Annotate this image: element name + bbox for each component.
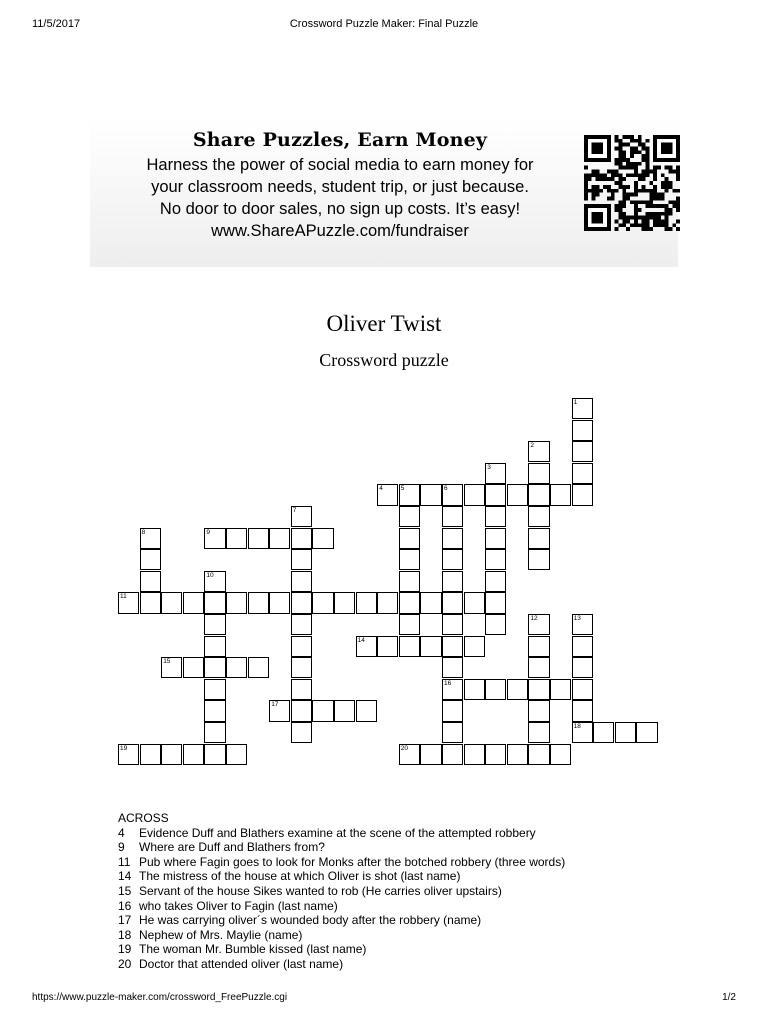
crossword-cell[interactable] <box>442 657 463 678</box>
fundraiser-ad-banner[interactable] <box>90 117 678 267</box>
crossword-cell[interactable] <box>442 636 463 657</box>
crossword-cell[interactable] <box>377 592 398 613</box>
crossword-cell[interactable] <box>528 506 549 527</box>
crossword-cell[interactable] <box>226 592 247 613</box>
clue-number-label: 19 <box>120 744 128 752</box>
crossword-cell[interactable] <box>485 528 506 549</box>
crossword-cell[interactable] <box>204 614 225 635</box>
crossword-cell[interactable] <box>183 657 204 678</box>
crossword-cell[interactable] <box>204 700 225 721</box>
crossword-cell[interactable] <box>269 592 290 613</box>
clue-number-label: 1 <box>573 399 578 406</box>
crossword-cell[interactable] <box>399 744 420 765</box>
crossword-cell[interactable] <box>204 636 225 657</box>
crossword-cell[interactable] <box>118 744 139 765</box>
crossword-cell[interactable] <box>572 420 593 441</box>
crossword-cell[interactable] <box>140 744 161 765</box>
clue-number-label: 10 <box>206 571 214 579</box>
crossword-cell[interactable] <box>464 679 485 700</box>
crossword-cell[interactable] <box>226 657 247 678</box>
clue-number: 14 <box>118 869 132 884</box>
crossword-cell[interactable] <box>291 636 312 657</box>
clue-text: Servant of the house Sikes wanted to rob (He carries oliver upstairs) <box>139 883 502 898</box>
crossword-cell[interactable] <box>161 657 182 678</box>
clue-number-label: 12 <box>530 615 538 622</box>
crossword-cell[interactable] <box>399 484 420 505</box>
crossword-cell[interactable] <box>204 592 225 613</box>
clue-text: The woman Mr. Bumble kissed (last name) <box>139 942 367 957</box>
crossword-cell[interactable] <box>334 700 355 721</box>
crossword-cell[interactable] <box>420 592 441 613</box>
crossword-cell[interactable] <box>464 592 485 613</box>
crossword-cell[interactable] <box>312 700 333 721</box>
clue-number-label: 9 <box>206 528 211 536</box>
crossword-cell[interactable] <box>356 592 377 613</box>
crossword-cell[interactable] <box>442 571 463 592</box>
crossword-cell[interactable] <box>269 528 290 549</box>
crossword-cell[interactable] <box>118 592 139 613</box>
crossword-cell[interactable] <box>615 722 636 743</box>
crossword-cell[interactable] <box>464 744 485 765</box>
crossword-cell[interactable] <box>204 657 225 678</box>
print-page-number: 1/2 <box>722 992 736 1003</box>
crossword-cell[interactable] <box>572 722 593 743</box>
crossword-cell[interactable] <box>291 592 312 613</box>
clue-number: 19 <box>118 942 132 957</box>
clue-number: 16 <box>118 898 132 913</box>
crossword-cell[interactable] <box>291 657 312 678</box>
crossword-cell[interactable] <box>485 484 506 505</box>
crossword-cell[interactable] <box>334 592 355 613</box>
crossword-cell[interactable] <box>204 528 225 549</box>
puzzle-title: Oliver Twist <box>326 311 442 336</box>
crossword-cell[interactable] <box>399 592 420 613</box>
crossword-cell[interactable] <box>572 398 593 419</box>
crossword-cell[interactable] <box>291 722 312 743</box>
crossword-cell[interactable] <box>377 636 398 657</box>
crossword-cell[interactable] <box>528 722 549 743</box>
clue-number-label: 13 <box>573 615 581 622</box>
clue-number-label: 20 <box>400 744 409 752</box>
crossword-cell[interactable] <box>528 528 549 549</box>
crossword-cell[interactable] <box>291 506 312 527</box>
ad-line: your classroom needs, student trip, or just because. <box>151 178 529 196</box>
crossword-cell[interactable] <box>550 744 571 765</box>
clue-number: 4 <box>118 825 125 840</box>
crossword-cell[interactable] <box>161 592 182 613</box>
print-url: https://www.puzzle-maker.com/crossword_FreePuzzle.cgi <box>32 992 288 1003</box>
crossword-cell[interactable] <box>399 549 420 570</box>
crossword-cell[interactable] <box>140 528 161 549</box>
clue-text: Pub where Fagin goes to look for Monks after the botched robbery (three words) <box>139 854 566 869</box>
crossword-cell[interactable] <box>528 657 549 678</box>
crossword-cell[interactable] <box>140 549 161 570</box>
crossword-cell[interactable] <box>572 463 593 484</box>
clue-item <box>118 840 565 855</box>
crossword-cell[interactable] <box>636 722 657 743</box>
clue-number-label: 6 <box>444 485 448 493</box>
crossword-cell[interactable] <box>528 700 549 721</box>
clue-item <box>118 957 565 972</box>
crossword-cell[interactable] <box>226 744 247 765</box>
crossword-cell[interactable] <box>528 441 549 462</box>
crossword-cell[interactable] <box>420 484 441 505</box>
crossword-cell[interactable] <box>464 484 485 505</box>
crossword-cell[interactable] <box>399 614 420 635</box>
crossword-cell[interactable] <box>399 506 420 527</box>
clue-item <box>118 826 565 841</box>
crossword-cell[interactable] <box>572 679 593 700</box>
crossword-cell[interactable] <box>269 700 290 721</box>
clue-number: 20 <box>118 956 132 971</box>
crossword-cell[interactable] <box>442 549 463 570</box>
crossword-cell[interactable] <box>593 722 614 743</box>
crossword-cell[interactable] <box>528 679 549 700</box>
clue-text: Evidence Duff and Blathers examine at the scene of the attempted robbery <box>139 825 536 840</box>
crossword-cell[interactable] <box>528 463 549 484</box>
crossword-cell[interactable] <box>485 463 506 484</box>
ad-link[interactable]: www.ShareAPuzzle.com/fundraiser <box>211 222 469 240</box>
crossword-cell[interactable] <box>528 549 549 570</box>
crossword-cell[interactable] <box>485 614 506 635</box>
clue-number: 9 <box>118 840 125 855</box>
clue-text: Doctor that attended oliver (last name) <box>139 956 344 971</box>
crossword-cell[interactable] <box>140 592 161 613</box>
crossword-cell[interactable] <box>528 744 549 765</box>
crossword-cell[interactable] <box>442 484 463 505</box>
crossword-cell[interactable] <box>572 441 593 462</box>
clue-item <box>118 913 565 928</box>
crossword-cell[interactable] <box>248 592 269 613</box>
crossword-cell[interactable] <box>399 636 420 657</box>
clue-number: 18 <box>118 927 132 942</box>
crossword-cell[interactable] <box>312 528 333 549</box>
ad-line: Harness the power of social media to earn money for <box>146 156 534 174</box>
clue-number: 15 <box>118 883 132 898</box>
clue-number-label: 7 <box>292 507 297 514</box>
clue-number-label: 14 <box>357 636 365 644</box>
clue-text: Nephew of Mrs. Maylie (name) <box>139 927 303 942</box>
crossword-cell[interactable] <box>399 528 420 549</box>
qr-code-icon[interactable] <box>584 135 680 231</box>
crossword-cell[interactable] <box>442 592 463 613</box>
crossword-cell[interactable] <box>204 679 225 700</box>
crossword-cell[interactable] <box>528 636 549 657</box>
crossword-cell[interactable] <box>204 571 225 592</box>
crossword-cell[interactable] <box>442 700 463 721</box>
clue-number-label: 3 <box>487 463 491 471</box>
crossword-cell[interactable] <box>291 549 312 570</box>
crossword-cell[interactable] <box>507 484 528 505</box>
crossword-cell[interactable] <box>550 679 571 700</box>
crossword-cell[interactable] <box>399 571 420 592</box>
crossword-cell[interactable] <box>528 614 549 635</box>
clue-number-label: 5 <box>400 485 405 493</box>
crossword-cell[interactable] <box>420 744 441 765</box>
crossword-cell[interactable] <box>507 679 528 700</box>
crossword-cell[interactable] <box>442 614 463 635</box>
clue-number-label: 17 <box>271 701 279 709</box>
crossword-cell[interactable] <box>485 506 506 527</box>
clue-number-label: 8 <box>141 528 146 536</box>
clue-number-label: 2 <box>530 442 535 450</box>
crossword-cell[interactable] <box>248 528 269 549</box>
crossword-cell[interactable] <box>507 744 528 765</box>
clue-item <box>118 928 565 943</box>
crossword-cell[interactable] <box>161 744 182 765</box>
clues-heading: ACROSS <box>118 811 169 825</box>
crossword-cell[interactable] <box>550 484 571 505</box>
crossword-cell[interactable] <box>140 571 161 592</box>
crossword-cell[interactable] <box>464 636 485 657</box>
clue-number-label: 16 <box>444 679 452 687</box>
crossword-cell[interactable] <box>528 484 549 505</box>
crossword-cell[interactable] <box>485 744 506 765</box>
crossword-cell[interactable] <box>226 528 247 549</box>
clue-number-label: 11 <box>120 593 127 601</box>
clue-item <box>118 899 565 914</box>
crossword-cell[interactable] <box>485 592 506 613</box>
crossword-cell[interactable] <box>204 722 225 743</box>
crossword-cell[interactable] <box>291 614 312 635</box>
crossword-cell[interactable] <box>291 571 312 592</box>
crossword-cell[interactable] <box>204 744 225 765</box>
clue-item <box>118 942 565 957</box>
crossword-cell[interactable] <box>442 744 463 765</box>
crossword-cell[interactable] <box>183 592 204 613</box>
crossword-cell[interactable] <box>442 528 463 549</box>
crossword-cell[interactable] <box>312 592 333 613</box>
print-date: 11/5/2017 <box>32 18 81 30</box>
crossword-cell[interactable] <box>442 506 463 527</box>
clue-number-label: 18 <box>573 723 581 730</box>
crossword-cell[interactable] <box>356 700 377 721</box>
crossword-cell[interactable] <box>291 700 312 721</box>
crossword-cell[interactable] <box>572 484 593 505</box>
crossword-cell[interactable] <box>442 679 463 700</box>
crossword-cell[interactable] <box>572 614 593 635</box>
clue-number: 17 <box>118 913 132 928</box>
crossword-cell[interactable] <box>485 549 506 570</box>
crossword-cell[interactable] <box>183 744 204 765</box>
crossword-cell[interactable] <box>485 679 506 700</box>
crossword-cell[interactable] <box>291 528 312 549</box>
crossword-cell[interactable] <box>356 636 377 657</box>
crossword-cell[interactable] <box>291 679 312 700</box>
crossword-cell[interactable] <box>442 722 463 743</box>
clues-list <box>118 811 565 972</box>
crossword-cell[interactable] <box>485 571 506 592</box>
clue-text: He was carrying oliver´s wounded body after the robbery (name) <box>139 913 482 928</box>
clue-item <box>118 884 565 899</box>
puzzle-subtitle: Crossword puzzle <box>319 350 449 370</box>
print-page-title: Crossword Puzzle Maker: Final Puzzle <box>289 18 479 30</box>
clue-number-label: 15 <box>163 658 171 666</box>
crossword-cell[interactable] <box>572 636 593 657</box>
clue-number-label: 4 <box>379 485 383 493</box>
clue-text: Where are Duff and Blathers from? <box>139 840 325 855</box>
crossword-cell[interactable] <box>420 636 441 657</box>
clue-item <box>118 869 565 884</box>
ad-line: No door to door sales, no sign up costs. It’s easy! <box>159 200 521 218</box>
clue-item <box>118 855 565 870</box>
crossword-cell[interactable] <box>248 657 269 678</box>
crossword-cell[interactable] <box>572 657 593 678</box>
crossword-cell[interactable] <box>377 484 398 505</box>
crossword-cell[interactable] <box>572 700 593 721</box>
clue-text: who takes Oliver to Fagin (last name) <box>139 898 338 913</box>
ad-headline: Share Puzzles, Earn Money <box>192 129 488 151</box>
clue-text: The mistress of the house at which Oliver is shot (last name) <box>139 869 461 884</box>
clue-number: 11 <box>118 854 131 869</box>
